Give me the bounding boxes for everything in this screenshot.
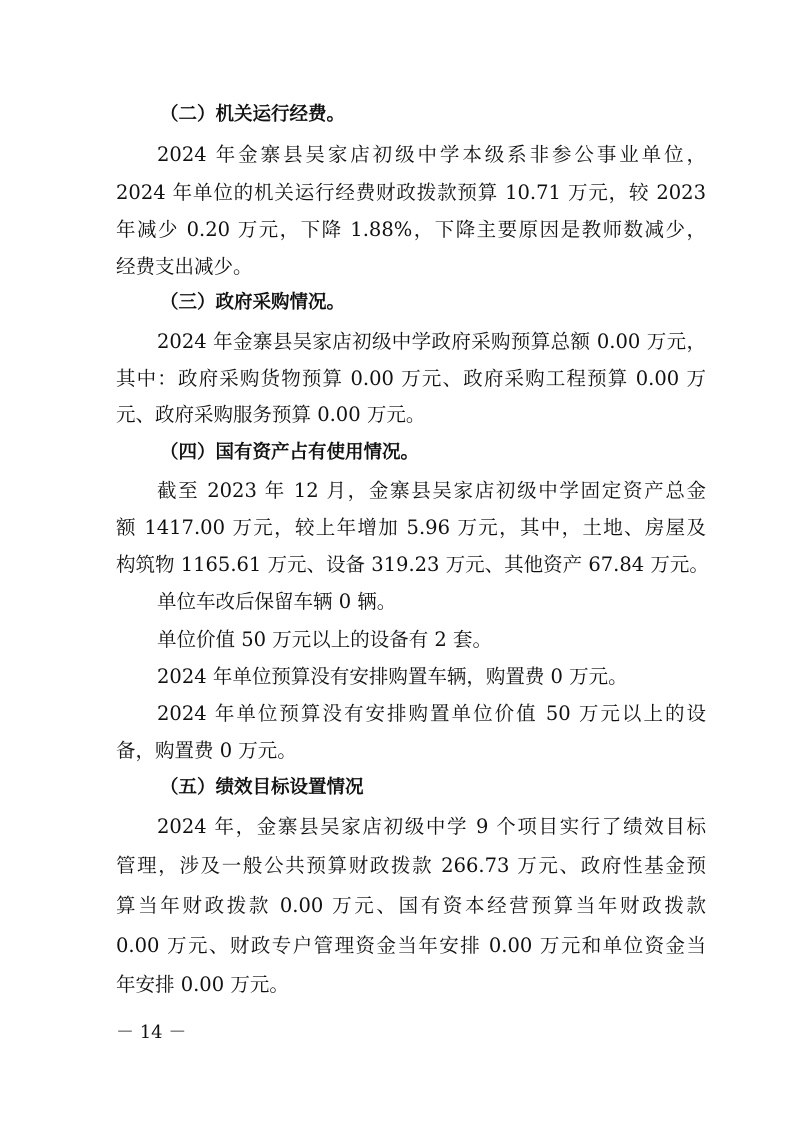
paragraph-line: 管理，涉及一般公共预算财政拨款 266.73 万元、政府性基金预	[116, 854, 706, 877]
heading-operating-expenses: （二）机关运行经费。	[160, 104, 346, 125]
heading-performance-targets: （五）绩效目标设置情况	[160, 777, 364, 798]
heading-government-procurement: （三）政府采购情况。	[160, 292, 346, 313]
paragraph-line: 单位车改后保留车辆 0 辆。	[157, 590, 397, 613]
heading-state-assets: （四）国有资产占有使用情况。	[160, 442, 420, 463]
paragraph-line: 2024 年金寨县吴家店初级中学本级系非参公事业单位，	[157, 143, 706, 166]
paragraph-line: 经费支出减少。	[116, 255, 253, 278]
paragraph-line: 2024 年单位预算没有安排购置车辆，购置费 0 万元。	[157, 665, 628, 688]
paragraph-line: 2024 年单位的机关运行经费财政拨款预算 10.71 万元，较 2023	[116, 181, 706, 204]
paragraph-line: 年安排 0.00 万元。	[116, 973, 289, 996]
paragraph-line: 单位价值 50 万元以上的设备有 2 套。	[157, 628, 493, 651]
paragraph-line: 其中：政府采购货物预算 0.00 万元、政府采购工程预算 0.00 万	[116, 367, 706, 390]
paragraph-line: 额 1417.00 万元，较上年增加 5.96 万元，其中，土地、房屋及	[116, 516, 706, 539]
page-number: － 14 －	[116, 1022, 187, 1043]
paragraph-line: 2024 年单位预算没有安排购置单位价值 50 万元以上的设	[157, 702, 706, 725]
paragraph-line: 备，购置费 0 万元。	[116, 739, 297, 762]
paragraph-line: 构筑物 1165.61 万元、设备 319.23 万元、其他资产 67.84 万元。	[116, 553, 709, 576]
paragraph-line: 2024 年金寨县吴家店初级中学政府采购预算总额 0.00 万元，	[157, 330, 706, 353]
paragraph-line: 截至 2023 年 12 月，金寨县吴家店初级中学固定资产总金	[157, 479, 706, 502]
paragraph-line: 2024 年，金寨县吴家店初级中学 9 个项目实行了绩效目标	[157, 815, 706, 838]
paragraph-line: 年减少 0.20 万元，下降 1.88%，下降主要原因是教师数减少，	[116, 218, 706, 241]
paragraph-line: 元、政府采购服务预算 0.00 万元。	[116, 403, 426, 426]
paragraph-line: 0.00 万元、财政专户管理资金当年安排 0.00 万元和单位资金当	[116, 934, 706, 957]
paragraph-line: 算当年财政拨款 0.00 万元、国有资本经营预算当年财政拨款	[116, 894, 706, 917]
